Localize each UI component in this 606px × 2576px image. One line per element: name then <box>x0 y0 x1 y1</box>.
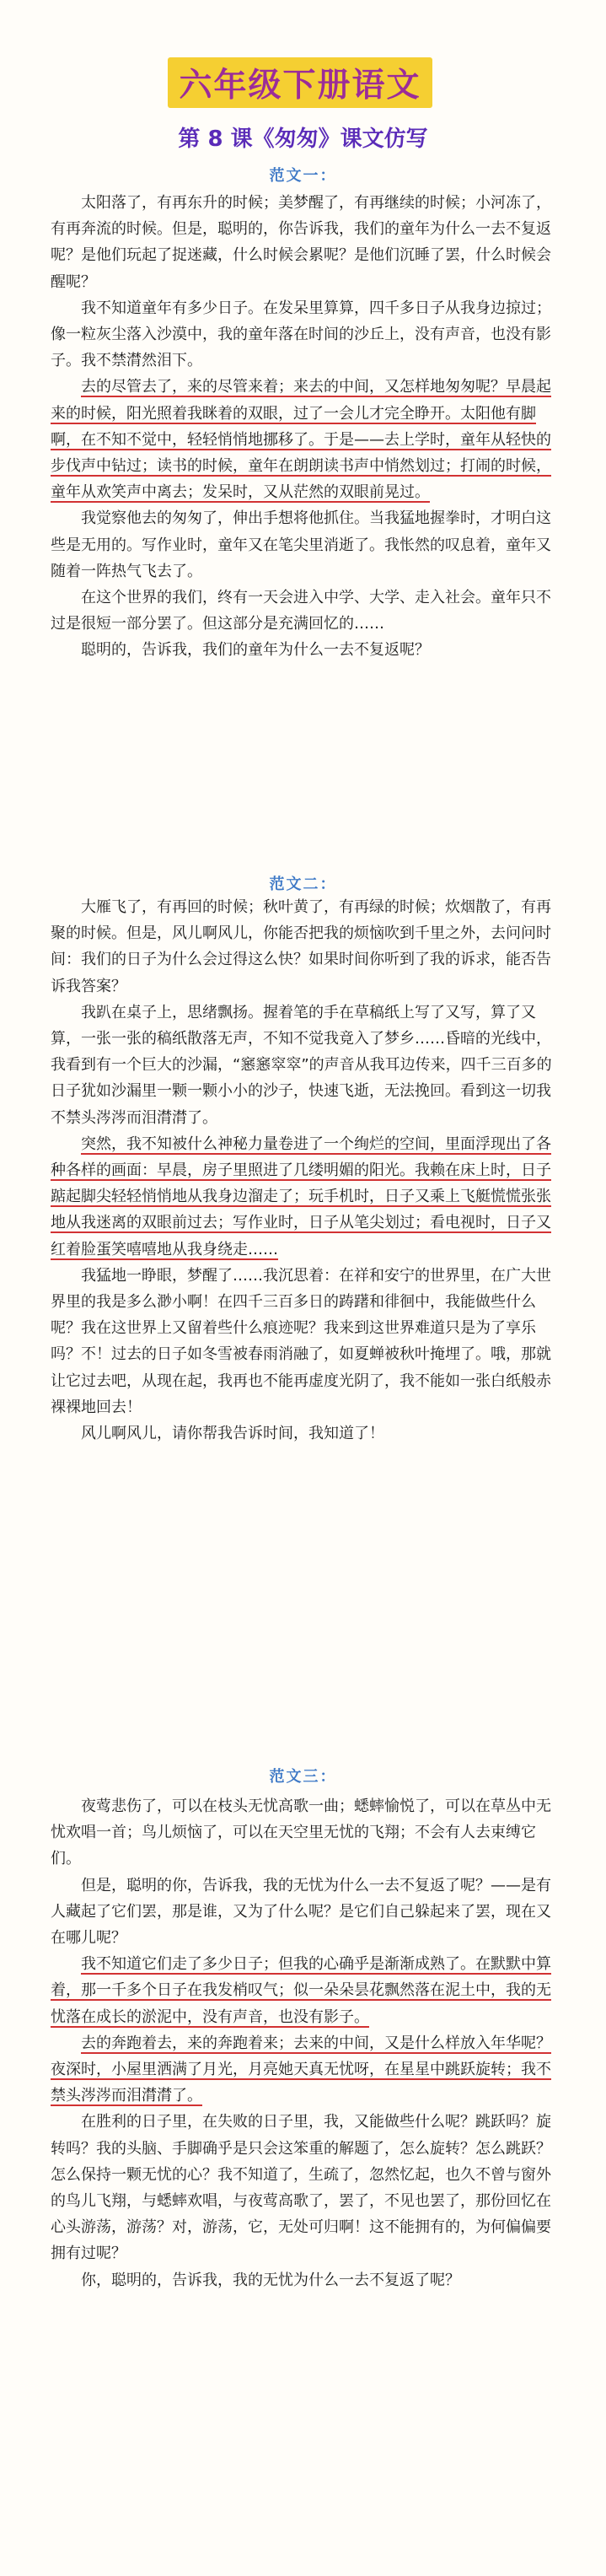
section-2-paragraph-underlined: 突然，我不知被什么神秘力量卷进了一个绚烂的空间，里面浮现出了各种各样的画面：早晨，房子里照进了几缕明媚的阳光。我赖在床上时，日子踮起脚尖轻轻悄悄地从我身边溜走了；玩手机时，日子又乘上飞艇慌慌张张地从我迷离的双眼前过去；写作业时，日子从笔尖划过；看电视时，日子又红着脸蛋笑嘻嘻地从我身绕走…… <box>51 1134 551 1258</box>
page-title: 六年级下册语文 <box>179 67 421 105</box>
section-2-paragraph: 我趴在桌子上，思绪飘扬。握着笔的手在草稿纸上写了又写，算了又算，一张一张的稿纸散落无声，不知不觉我竟入了梦乡……昏暗的光线中，我看到有一个巨大的沙漏，“窸窸窣窣”的声音从我耳边传来，四千三百多的日子犹如沙漏里一颗一颗小小的沙子，快速飞逝，无法挽回。看到这一切我不禁头涔涔而泪潸潸了。 <box>51 1003 552 1127</box>
section-1-body <box>51 190 560 664</box>
lesson-subtitle: 第 8 课《匆匆》课文仿写 <box>178 127 428 152</box>
section-3-paragraph: 你，聪明的，告诉我，我的无忧为什么一去不复返了呢？ <box>81 2271 460 2289</box>
section-3-paragraph-underlined: 我不知道它们走了多少日子；但我的心确乎是渐渐成熟了。在默默中算着，那一千多个日子在我发梢叹气；似一朵朵昙花飘然落在泥土中，我的无忧落在成长的淤泥中，没有声音，也没有影子。 <box>51 1955 551 2026</box>
section-3-paragraph: 夜莺悲伤了，可以在枝头无忧高歌一曲；蟋蟀愉悦了，可以在草丛中无忧欢唱一首；鸟儿烦恼了，可以在天空里无忧的飞翔；不会有人去束缚它们。 <box>51 1797 551 1868</box>
section-3-paragraph: 在胜利的日子里，在失败的日子里，我，又能做些什么呢？跳跃吗？旋转吗？我的头脑、手脚确乎是只会这笨重的解题了，怎么旋转？怎么跳跃？怎么保持一颗无忧的心？我不知道了，生疏了，忽然忆起，也久不曾与窗外的鸟儿飞翔，与蟋蟀欢唱，与夜莺高歌了，罢了，不见也罢了，那份回忆在心头游荡，游荡？对，游荡，它，无处可归啊！这不能拥有的，为何偏偏要拥有过呢？ <box>51 2113 551 2263</box>
section-3-body <box>51 1793 560 2293</box>
section-2-paragraph: 风儿啊风儿，请你帮我告诉时间，我知道了！ <box>81 1425 384 1443</box>
section-2-label: 范文二： <box>269 876 337 893</box>
section-1-paragraph: 我不知道童年有多少日子。在发呆里算算，四千多日子从我身边掠过；像一粒灰尘落入沙漠中，我的童年落在时间的沙丘上，没有声音，也没有影子。我不禁潸然泪下。 <box>51 299 551 370</box>
section-2-paragraph: 大雁飞了，有再回的时候；秋叶黄了，有再绿的时候；炊烟散了，有再聚的时候。但是，风儿啊风儿，你能否把我的烦恼吹到千里之外，去问问时间：我们的日子为什么会过得这么快？如果时间你听到了我的诉求，能否告诉我答案？ <box>51 898 551 995</box>
section-3-paragraph: 但是，聪明的你，告诉我，我的无忧为什么一去不复返了呢？——是有人藏起了它们罢，那是谁，又为了什么呢？是它们自己躲起来了罢，现在又在哪儿呢？ <box>51 1876 551 1948</box>
section-3-paragraph-underlined: 去的奔跑着去，来的奔跑着来；去来的中间，又是什么样放入年华呢？夜深时，小屋里洒满了月光，月亮她天真无忧呀，在星星中跳跃旋转；我不禁头涔涔而泪潸潸了。 <box>51 2034 551 2105</box>
section-2-paragraph: 我猛地一睁眼，梦醒了……我沉思着：在祥和安宁的世界里，在广大世界里的我是多么渺小啊！在四千三百多日的踌躇和徘徊中，我能做些什么呢？我在这世界上又留着些什么痕迹呢？我来到这世界难道只是为了享乐吗？不！过去的日子如冬雪被春雨消融了，如夏蝉被秋叶掩埋了。哦，那就让它过去吧，从现在起，我再也不能再虚度光阴了，我不能如一张白纸般赤裸裸地回去！ <box>51 1266 551 1416</box>
section-1-paragraph: 我觉察他去的匆匆了，伸出手想将他抓住。当我猛地握拳时，才明白这些是无用的。写作业时，童年又在笔尖里消逝了。我怅然的叹息着，童年又随着一阵热气飞去了。 <box>51 509 551 580</box>
section-2-body <box>51 894 560 1447</box>
section-1-label: 范文一： <box>269 167 337 185</box>
section-1-paragraph: 在这个世界的我们，终有一天会进入中学、大学、走入社会。童年只不过是很短一部分罢了。但这部分是充满回忆的…… <box>51 589 551 633</box>
section-1-paragraph-underlined: 去的尽管去了，来的尽管来着；来去的中间，又怎样地匆匆呢？早晨起来的时候，阳光照着我眯着的双眼，过了一会儿才完全睁开。太阳他有脚啊，在不知不觉中，轻轻悄悄地挪移了。于是——去上学时，童年从轻快的步伐声中钻过；读书的时候，童年在朗朗读书声中悄然划过；打闹的时候，童年从欢笑声中离去；发呆时，又从茫然的双眼前晃过。 <box>51 378 551 502</box>
section-1-paragraph: 太阳落了，有再东升的时候；美梦醒了，有再继续的时候；小河冻了，有再奔流的时候。但是，聪明的，你告诉我，我们的童年为什么一去不复返呢？是他们玩起了捉迷藏，什么时候会累呢？是他们沉睡了罢，什么时候会醒呢？ <box>51 194 551 291</box>
section-1-paragraph: 聪明的，告诉我，我们的童年为什么一去不复返呢？ <box>81 641 430 660</box>
title-banner <box>168 57 432 108</box>
section-3-label: 范文三： <box>269 1768 337 1786</box>
